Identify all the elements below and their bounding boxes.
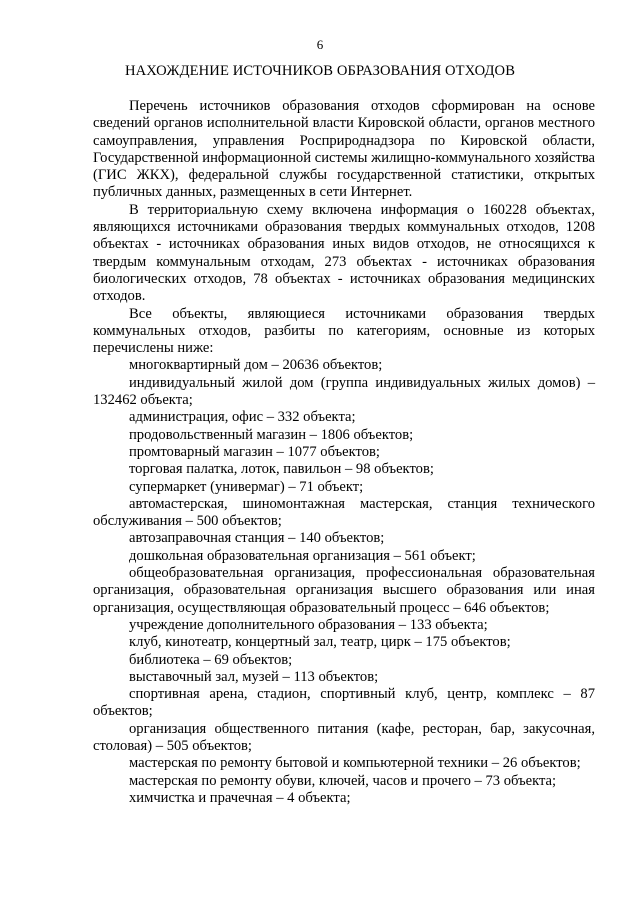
page-number: 6 bbox=[316, 37, 324, 52]
list-item: промтоварный магазин – 1077 объектов; bbox=[129, 443, 380, 460]
list-item: спортивная арена, стадион, спортивный клуб, центр, комплекс – 87 объектов; bbox=[93, 686, 595, 720]
paragraph-sources-list: Перечень источников образования отходов сформирован на основе сведений органов исполнительной власти Кировской области, органов местного самоуправления, управления Росприроднадзора по Кировской области, Государственной информационной системы жилищно-коммунального хозяйства (ГИС ЖКХ), федеральной службы государственной статистики, открытых публичных данных, размещенных в сети Интернет. bbox=[93, 98, 595, 201]
list-item: дошкольная образовательная организация – 561 объект; bbox=[129, 547, 476, 564]
document-body bbox=[93, 98, 595, 807]
list-item: организация общественного питания (кафе, ресторан, бар, закусочная, столовая) – 505 объектов; bbox=[93, 720, 595, 754]
list-item: выставочный зал, музей – 113 объектов; bbox=[129, 668, 379, 685]
list-item: супермаркет (универмаг) – 71 объект; bbox=[129, 478, 364, 495]
list-item: многоквартирный дом – 20636 объектов; bbox=[129, 357, 383, 374]
paragraph-objects-count: В территориальную схему включена информация о 160228 объектах, являющихся источниками образования твердых коммунальных отходов, 1208 объектах - источниках образования иных видов отходов, не относящихся к твердым коммунальным отходам, 273 объектах - источниках образования биологических отходов, 78 объектах - источниках образования медицинских отходов. bbox=[93, 201, 595, 305]
list-item: автозаправочная станция – 140 объектов; bbox=[129, 530, 385, 547]
paragraph-categories-intro: Все объекты, являющиеся источниками образования твердых коммунальных отходов, разбиты по категориям, основные из которых перечислены ниже: bbox=[93, 305, 595, 357]
list-item: продовольственный магазин – 1806 объектов; bbox=[129, 426, 414, 443]
page-title: НАХОЖДЕНИЕ ИСТОЧНИКОВ ОБРАЗОВАНИЯ ОТХОДОВ bbox=[124, 63, 516, 79]
list-item: клуб, кинотеатр, концертный зал, театр, цирк – 175 объектов; bbox=[129, 634, 511, 651]
list-item: автомастерская, шиномонтажная мастерская, станция технического обслуживания – 500 объектов; bbox=[93, 495, 595, 530]
list-item: торговая палатка, лоток, павильон – 98 объектов; bbox=[129, 461, 434, 478]
list-item: индивидуальный жилой дом (группа индивидуальных жилых домов) – 132462 объекта; bbox=[93, 374, 595, 409]
list-item: библиотека – 69 объектов; bbox=[129, 651, 293, 668]
list-item: администрация, офис – 332 объекта; bbox=[129, 409, 356, 426]
list-item: химчистка и прачечная – 4 объекта; bbox=[129, 789, 351, 806]
list-item: учреждение дополнительного образования – 133 объекта; bbox=[129, 616, 488, 633]
list-item: мастерская по ремонту бытовой и компьютерной техники – 26 объектов; bbox=[129, 755, 581, 772]
list-item: мастерская по ремонту обуви, ключей, часов и прочего – 73 объекта; bbox=[129, 772, 557, 789]
list-item: общеобразовательная организация, профессиональная образовательная организация, образовательная организация высшего образования или иная организация, осуществляющая образовательный процесс – 646 объектов; bbox=[93, 565, 595, 616]
